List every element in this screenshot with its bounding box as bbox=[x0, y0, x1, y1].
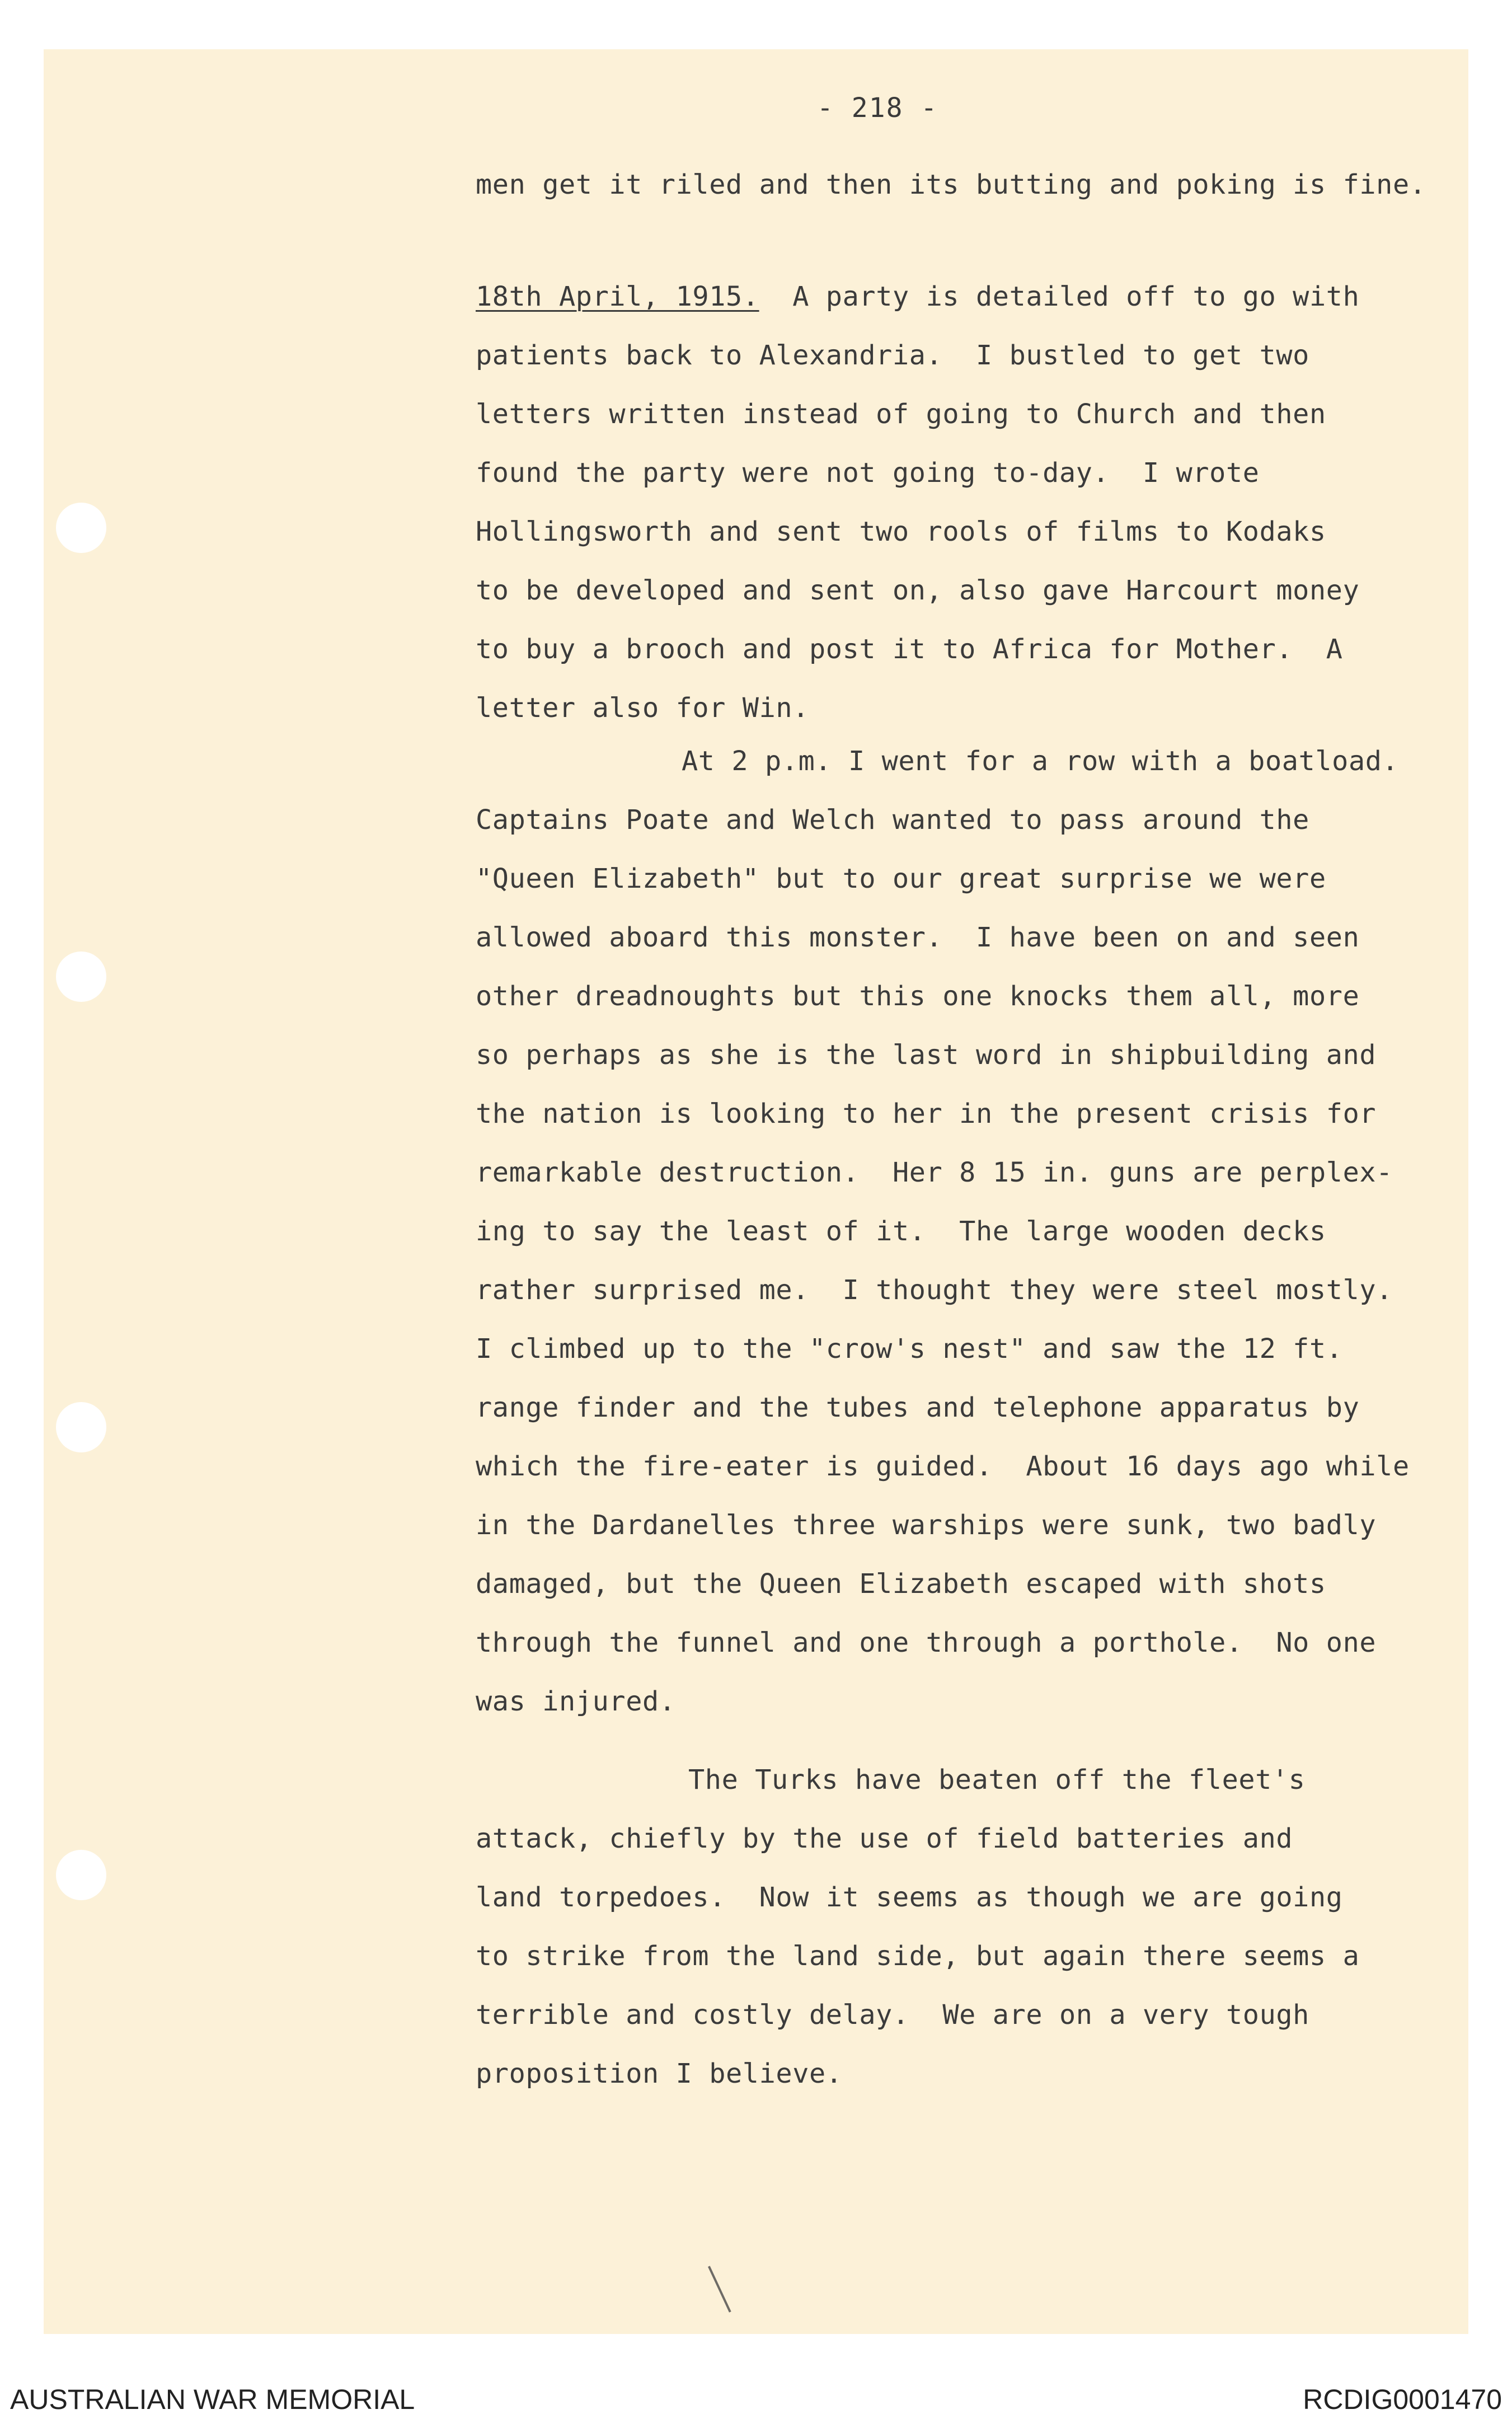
text-line: Hollingsworth and sent two rools of films to Kodaks bbox=[476, 516, 1326, 547]
punch-hole bbox=[56, 1850, 106, 1900]
text-line: was injured. bbox=[476, 1686, 676, 1717]
text-line: to strike from the land side, but again there seems a bbox=[476, 1940, 1360, 1972]
text-line: patients back to Alexandria. I bustled to get two bbox=[476, 340, 1309, 371]
punch-hole bbox=[56, 1402, 106, 1452]
text-line: "Queen Elizabeth" but to our great surprise we were bbox=[476, 863, 1326, 894]
text-line: land torpedoes. Now it seems as though we are going bbox=[476, 1882, 1343, 1913]
footer-institution: AUSTRALIAN WAR MEMORIAL bbox=[10, 2384, 415, 2415]
text-line-fragment: A party is detailed off to go with bbox=[792, 281, 1360, 312]
text-line: men get it riled and then its butting and poking is fine. bbox=[476, 169, 1426, 200]
text-line bbox=[476, 280, 1359, 313]
text-line: Captains Poate and Welch wanted to pass around the bbox=[476, 804, 1309, 836]
footer-identifier: RCDIG0001470 bbox=[1303, 2384, 1502, 2415]
text-line: found the party were not going to-day. I wrote bbox=[476, 457, 1260, 489]
text-line: attack, chiefly by the use of field batteries and bbox=[476, 1823, 1293, 1854]
text-line: proposition I believe. bbox=[476, 2058, 843, 2089]
text-line: I climbed up to the "crow's nest" and saw the 12 ft. bbox=[476, 1333, 1343, 1365]
text-line: in the Dardanelles three warships were sunk, two badly bbox=[476, 1510, 1377, 1541]
text-line: to buy a brooch and post it to Africa for Mother. A bbox=[476, 634, 1343, 665]
text-line: ing to say the least of it. The large wooden decks bbox=[476, 1216, 1326, 1247]
text-line: letter also for Win. bbox=[476, 692, 809, 724]
text-line: through the funnel and one through a porthole. No one bbox=[476, 1627, 1377, 1658]
text-line: The Turks have beaten off the fleet's bbox=[688, 1764, 1306, 1796]
text-line: other dreadnoughts but this one knocks them all, more bbox=[476, 981, 1360, 1012]
document-page bbox=[44, 49, 1468, 2334]
text-line: rather surprised me. I thought they were steel mostly. bbox=[476, 1274, 1393, 1306]
text-line: range finder and the tubes and telephone apparatus by bbox=[476, 1392, 1360, 1423]
text-line: letters written instead of going to Church and then bbox=[476, 399, 1326, 430]
text-line: terrible and costly delay. We are on a very tough bbox=[476, 1999, 1309, 2031]
punch-hole bbox=[56, 503, 106, 553]
text-line: damaged, but the Queen Elizabeth escaped with shots bbox=[476, 1568, 1326, 1600]
text-line: which the fire-eater is guided. About 16 days ago while bbox=[476, 1451, 1410, 1482]
text-line: so perhaps as she is the last word in shipbuilding and bbox=[476, 1039, 1377, 1071]
text-line: allowed aboard this monster. I have been on and seen bbox=[476, 922, 1360, 953]
text-line: At 2 p.m. I went for a row with a boatload. bbox=[682, 746, 1399, 777]
text-line: remarkable destruction. Her 8 15 in. guns are perplex- bbox=[476, 1157, 1393, 1188]
text-line: to be developed and sent on, also gave Harcourt money bbox=[476, 575, 1360, 606]
text-line: the nation is looking to her in the present crisis for bbox=[476, 1098, 1377, 1129]
punch-hole bbox=[56, 951, 106, 1002]
page-number: - 218 - bbox=[817, 92, 938, 124]
date-heading: 18th April, 1915. bbox=[476, 281, 759, 312]
